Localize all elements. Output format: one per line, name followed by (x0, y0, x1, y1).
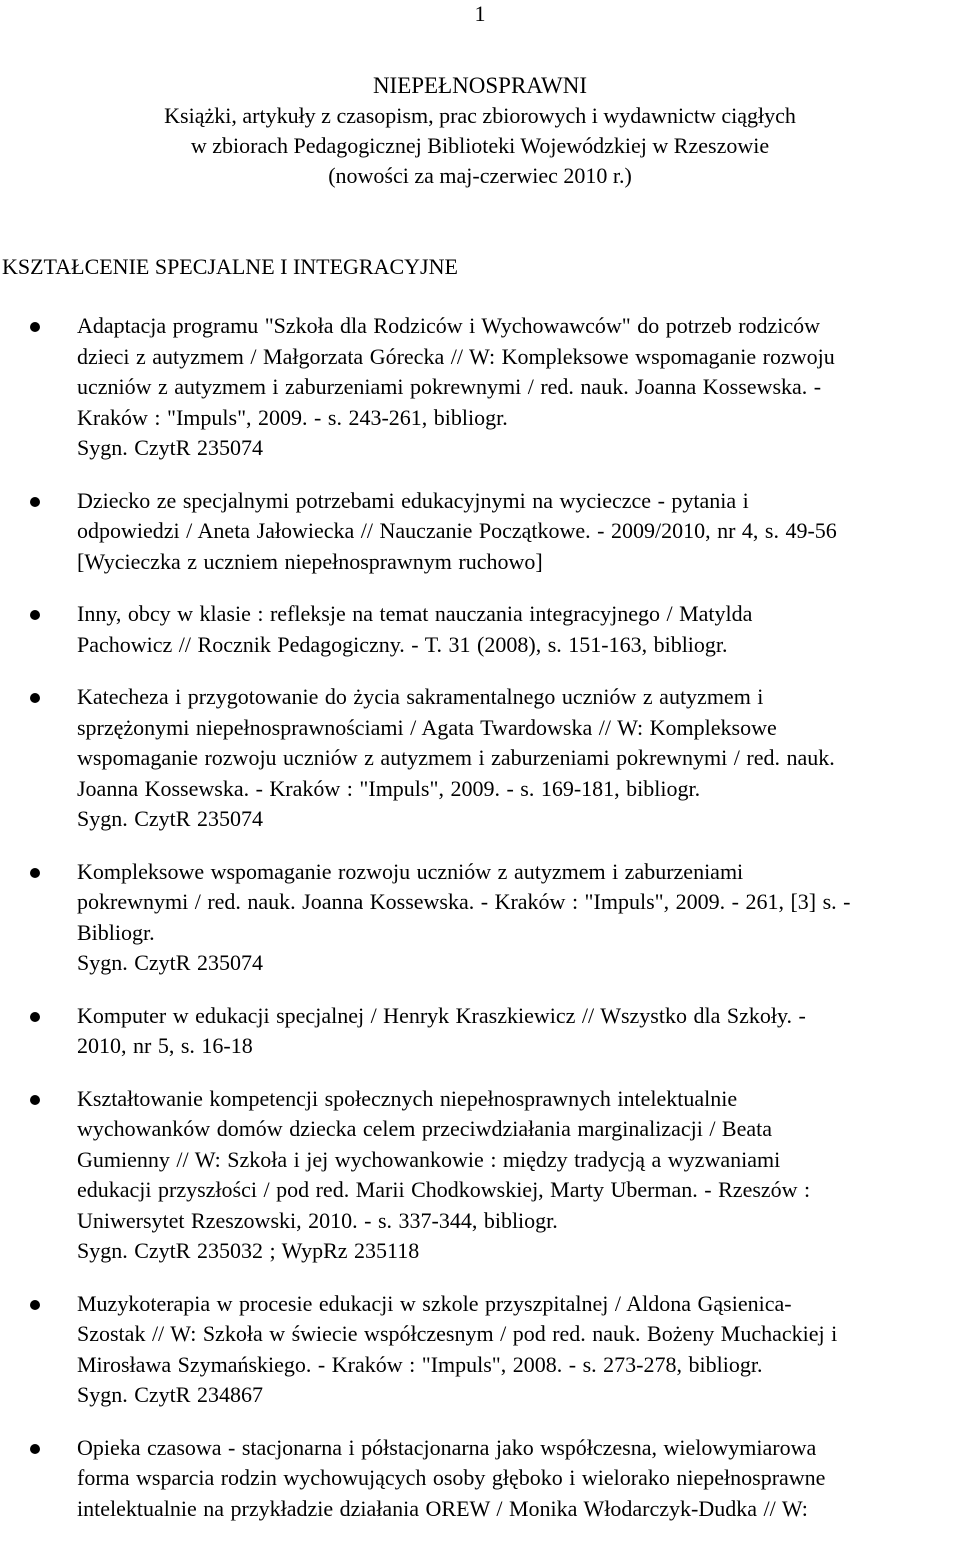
entry-line: Adaptacja programu "Szkoła dla Rodziców i Wychowawców" do potrzeb rodziców (77, 313, 821, 338)
document-title: NIEPEŁNOSPRAWNI (372, 73, 588, 98)
entry-line: Joanna Kossewska. - Kraków : "Impuls", 2009. - s. 169-181, bibliogr. (77, 775, 701, 801)
entry-line: Bibliogr. (77, 919, 155, 945)
header-subtitle-line-3: (nowości za maj-czerwiec 2010 r.) (328, 163, 632, 188)
entry-line: 2010, nr 5, s. 16-18 (77, 1033, 253, 1058)
list-item (0, 1084, 960, 1267)
bullet-icon (30, 322, 40, 332)
bullet-icon (30, 1444, 40, 1454)
entry-line: forma wsparcia rodzin wychowujących osoby głęboko i wielorako niepełnosprawne (77, 1465, 826, 1490)
page-number: 1 (474, 1, 486, 26)
entry-text (77, 682, 960, 835)
section-heading: KSZTAŁCENIE SPECJALNE I INTEGRACYJNE (2, 254, 458, 279)
bullet-icon (30, 868, 40, 878)
entry-line: Komputer w edukacji specjalnej / Henryk Kraszkiewicz // Wszystko dla Szkoły. - (77, 1002, 806, 1028)
entry-line: Kompleksowe wspomaganie rozwoju uczniów z autyzmem i zaburzeniami (77, 858, 744, 884)
bullet-icon (30, 1095, 40, 1105)
list-item (0, 599, 960, 660)
entry-text (77, 486, 960, 578)
entry-line: Gumienny // W: Szkoła i jej wychowankowie : między tradycją a wyzwaniami (77, 1146, 781, 1172)
entry-line: Inny, obcy w klasie : refleksje na temat nauczania integracyjnego / Matylda (77, 601, 753, 626)
entry-line: Sygn. CzytR 235074 (77, 950, 263, 975)
entry-line: Sygn. CzytR 235032 ; WypRz 235118 (77, 1238, 420, 1263)
entry-line: sprzężonymi niepełnosprawnościami / Agata Twardowska // W: Kompleksowe (77, 714, 777, 740)
entry-line: odpowiedzi / Aneta Jałowiecka // Nauczanie Początkowe. - 2009/2010, nr 4, s. 49-56 (77, 518, 837, 543)
entry-text (77, 1433, 960, 1525)
list-item (0, 311, 960, 464)
entry-line: intelektualnie na przykładzie działania OREW / Monika Włodarczyk-Dudka // W: (77, 1495, 808, 1521)
entry-line: wychowanków domów dziecka celem przeciwdziałania marginalizacji / Beata (77, 1116, 773, 1141)
list-item (0, 1289, 960, 1411)
list-item (0, 857, 960, 979)
entry-line: Sygn. CzytR 234867 (77, 1382, 263, 1407)
bullet-icon (30, 610, 40, 620)
list-item (0, 682, 960, 835)
entry-line: Kraków : "Impuls", 2009. - s. 243-261, bibliogr. (77, 404, 508, 430)
bullet-icon (30, 1300, 40, 1310)
entry-text (77, 1289, 960, 1411)
entry-text (77, 599, 960, 660)
bibliography-list (0, 311, 960, 1524)
entry-line: Szostak // W: Szkoła w świecie współczesnym / pod red. nauk. Bożeny Muchackiej i (77, 1321, 838, 1346)
entry-text (77, 1001, 960, 1062)
entry-line: dzieci z autyzmem / Małgorzata Górecka // W: Kompleksowe wspomaganie rozwoju (77, 343, 835, 369)
entry-line: Sygn. CzytR 235074 (77, 435, 263, 460)
header-subtitle-line-1: Książki, artykuły z czasopism, prac zbiorowych i wydawnictw ciągłych (164, 103, 796, 128)
list-item (0, 1433, 960, 1525)
entry-line: edukacji przyszłości / pod red. Marii Chodkowskiej, Marty Uberman. - Rzeszów : (77, 1177, 811, 1202)
entry-line: Pachowicz // Rocznik Pedagogiczny. - T. 31 (2008), s. 151-163, bibliogr. (77, 631, 728, 657)
document-header (0, 71, 960, 191)
bullet-icon (30, 693, 40, 703)
list-item (0, 1001, 960, 1062)
entry-line: Sygn. CzytR 235074 (77, 806, 263, 831)
entry-line: Kształtowanie kompetencji społecznych niepełnosprawnych intelektualnie (77, 1085, 738, 1111)
bullet-icon (30, 1012, 40, 1022)
entry-line: Opieka czasowa - stacjonarna i półstacjonarna jako współczesna, wielowymiarowa (77, 1434, 817, 1460)
list-item (0, 486, 960, 578)
entry-line: Muzykoterapia w procesie edukacji w szkole przyszpitalnej / Aldona Gąsienica- (77, 1290, 792, 1316)
entry-line: Mirosława Szymańskiego. - Kraków : "Impuls", 2008. - s. 273-278, bibliogr. (77, 1351, 763, 1377)
entry-line: wspomaganie rozwoju uczniów z autyzmem i zaburzeniami pokrewnymi / red. nauk. (77, 745, 835, 770)
entry-line: Dziecko ze specjalnymi potrzebami edukacyjnymi na wycieczce - pytania i (77, 487, 749, 513)
entry-line: Katecheza i przygotowanie do życia sakramentalnego uczniów z autyzmem i (77, 684, 764, 709)
entry-line: pokrewnymi / red. nauk. Joanna Kossewska. - Kraków : "Impuls", 2009. - 261, [3] s. - (77, 889, 851, 914)
header-subtitle-line-2: w zbiorach Pedagogicznej Biblioteki Wojewódzkiej w Rzeszowie (190, 133, 770, 158)
bullet-icon (30, 497, 40, 507)
entry-text (77, 311, 960, 464)
entry-text (77, 1084, 960, 1267)
entry-line: uczniów z autyzmem i zaburzeniami pokrewnymi / red. nauk. Joanna Kossewska. - (77, 374, 822, 399)
entry-line: Uniwersytet Rzeszowski, 2010. - s. 337-344, bibliogr. (77, 1207, 558, 1233)
entry-text (77, 857, 960, 979)
entry-line: [Wycieczka z uczniem niepełnosprawnym ruchowo] (77, 548, 543, 574)
